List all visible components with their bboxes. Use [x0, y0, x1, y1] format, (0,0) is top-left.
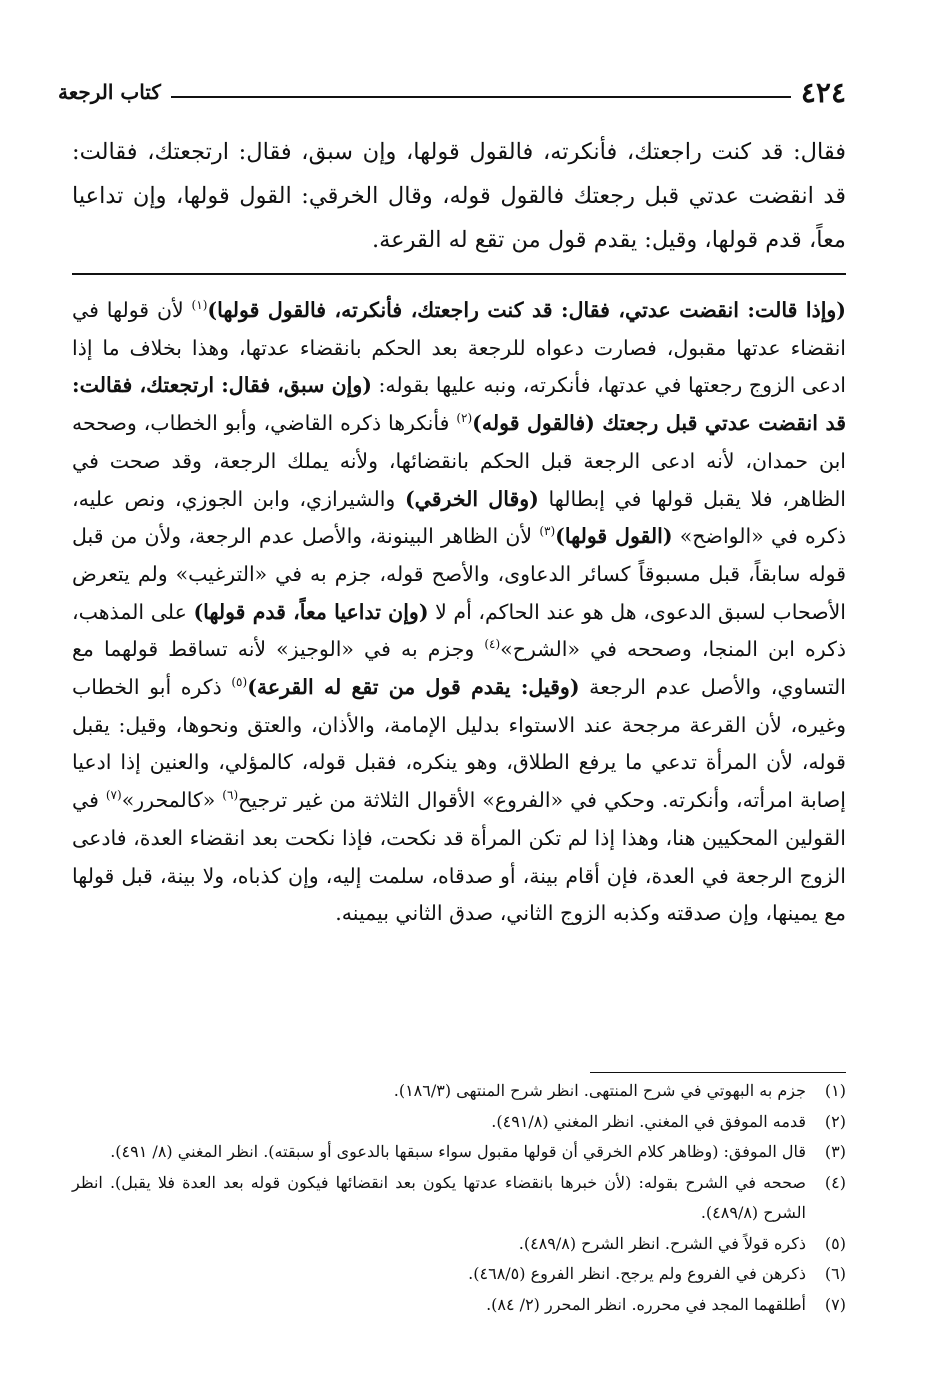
- commentary-text: في القولين المحكيين هنا، وهذا إذا لم تكن المرأة قد نكحت، فإذا نكحت بعد انقضاء العدة، فادعى الزوج الرجعة في العدة، فإن أقام بينة، أو صدقاه، سلمت إليه، وإن كذباه، ولا بينة، قبل قولها مع يمينها، وإن صدقته وكذبه الزوج الثاني، صدق الثاني بيمينه.: [72, 788, 846, 926]
- commentary-text: على المذهب، ذكره ابن المنجا، وصححه في «الشرح»: [72, 599, 846, 662]
- footnote-text: صححه في الشرح بقوله: (لأن خبرها بانقضاء عدتها يكون بعد انقضائها فيكون قوله بعد العدة فلا يقبل). انظر الشرح (٤٨٩/٨).: [72, 1172, 806, 1222]
- footnote-ref: (٣): [539, 524, 556, 539]
- footnote-number: (٧): [824, 1294, 846, 1314]
- footnote-ref: (٦): [222, 788, 239, 803]
- quoted-matn: (وإن سبق، فقال: ارتجعتك، فقالت: قد انقضت عدتي قبل رجعتك (فالقول قوله): [72, 373, 847, 436]
- footnote-item: [72, 1290, 846, 1321]
- footnote-text: قدمه الموفق في المغني. انظر المغني (٤٩١/٨).: [491, 1111, 806, 1131]
- page-header: [58, 72, 846, 112]
- main-text: فقال: قد كنت راجعتك، فأنكرته، فالقول قولها، وإن سبق، فقال: ارتجعتك، فقالت: قد انقضت عدتي قبل رجعتك فالقول قوله، وقال الخرقي: القول قولها، وإن تداعيا معاً، قدم قولها، وقيل: يقدم قول من تقع له القرعة.: [72, 139, 846, 253]
- commentary-text: لأن الظاهر البينونة، والأصل عدم الرجعة، ولأن من قبل قوله سابقاً، قبل مسبوقاً كسائر الدعاوى، والأصح قوله، جزم به في «الترغيب» ولم يتعرض الأصحاب لسبق الدعوى، هل هو عند الحاكم، أم لا: [72, 524, 846, 624]
- commentary-text: «كالمحرر»: [121, 788, 223, 813]
- footnote-number: (٤): [824, 1172, 846, 1192]
- footnote-divider: [590, 1072, 846, 1073]
- quoted-matn: (وإذا قالت: انقضت عدتي، فقال: قد كنت راجعتك، فأنكرته، فالقول قولها): [207, 298, 846, 322]
- footnote-item: [72, 1229, 846, 1260]
- footnote-text: أطلقهما المجد في محرره. انظر المحرر (٢/ ٨٤).: [486, 1294, 806, 1314]
- footnote-item: [72, 1076, 846, 1107]
- footnotes: [72, 1076, 846, 1320]
- footnote-number: (٢): [824, 1111, 846, 1131]
- footnote-item: [72, 1137, 846, 1168]
- footnote-ref: (٧): [105, 788, 122, 803]
- footnote-ref: (٢): [456, 411, 473, 426]
- commentary: [72, 292, 846, 933]
- commentary-text: ذكره أبو الخطاب وغيره، لأن القرعة مرجحة عند الاستواء بدليل الإمامة، والأذان، والعتق ونحوها، وقيل: يقبل قوله، لأن المرأة تدعي ما يرفع الطلاق، وهو ينكره، فقبل قوله، كالمؤلي، والعنين إذا ادعيا إصابة امرأته، وأنكرته. وحكي في «الفروع» الأقوال الثلاثة من غير ترجيح: [72, 675, 847, 813]
- section-divider: [72, 273, 846, 275]
- footnote-number: (٣): [824, 1142, 846, 1161]
- footnote-number: (٥): [824, 1233, 846, 1253]
- running-title: كتاب الرجعة: [58, 80, 161, 104]
- footnote-text: ذكرهن في الفروع ولم يرجح. انظر الفروع (٤٦٨/٥).: [468, 1264, 806, 1283]
- footnote-number: (١): [824, 1081, 846, 1100]
- commentary-text: وجزم به في «الوجيز» لأنه تساقط قولهما مع التساوي، والأصل عدم الرجعة: [72, 637, 846, 700]
- footnote-item: [72, 1168, 846, 1229]
- footnote-text: جزم به البهوتي في شرح المنتهى. انظر شرح المنتهى (١٨٦/٣).: [393, 1081, 806, 1100]
- quoted-matn: (وإن تداعيا معاً، قدم قولها): [193, 599, 429, 624]
- footnote-ref: (١): [191, 298, 208, 313]
- quoted-matn: (وقال الخرقي): [404, 486, 539, 511]
- commentary-text: فأنكرها ذكره القاضي، وأبو الخطاب، وصححه ابن حمدان، لأنه ادعى الرجعة قبل الحكم بانقضائها، ولأنه يملك الرجعة، وقد صحت في الظاهر، فلا يقبل قولها في إبطالها: [72, 411, 847, 511]
- page-number: ٤٢٤: [800, 75, 846, 109]
- header-rule: [171, 96, 791, 98]
- commentary-paragraph: [72, 292, 846, 933]
- footnote-ref: (٤): [484, 637, 501, 652]
- commentary-text: والشيرازي، وابن الجوزي، ونص عليه، ذكره في «الواضح»: [72, 486, 846, 549]
- footnote-item: [72, 1259, 846, 1290]
- footnote-text: قال الموفق: (وظاهر كلام الخرقي أن قولها مقبول سواء سبقها بالدعوى أو سبقته). انظر المغني (٨/ ٤٩١).: [110, 1142, 806, 1161]
- footnote-item: [72, 1107, 846, 1138]
- commentary-text: لأن قولها في انقضاء عدتها مقبول، فصارت دعواه للرجعة بعد الحكم بانقضاء عدتها، وهذا بخلاف ما إذا ادعى الزوج رجعتها في عدتها، فأنكرته، ونبه عليها بقوله:: [72, 298, 846, 398]
- footnote-text: ذكره قولاً في الشرح. انظر الشرح (٤٨٩/٨).: [518, 1233, 806, 1253]
- footnote-ref: (٥): [231, 675, 248, 690]
- quoted-matn: (القول قولها): [555, 524, 673, 549]
- footnote-number: (٦): [824, 1264, 846, 1283]
- quoted-matn: (وقيل: يقدم قول من تقع له القرعة): [247, 675, 580, 700]
